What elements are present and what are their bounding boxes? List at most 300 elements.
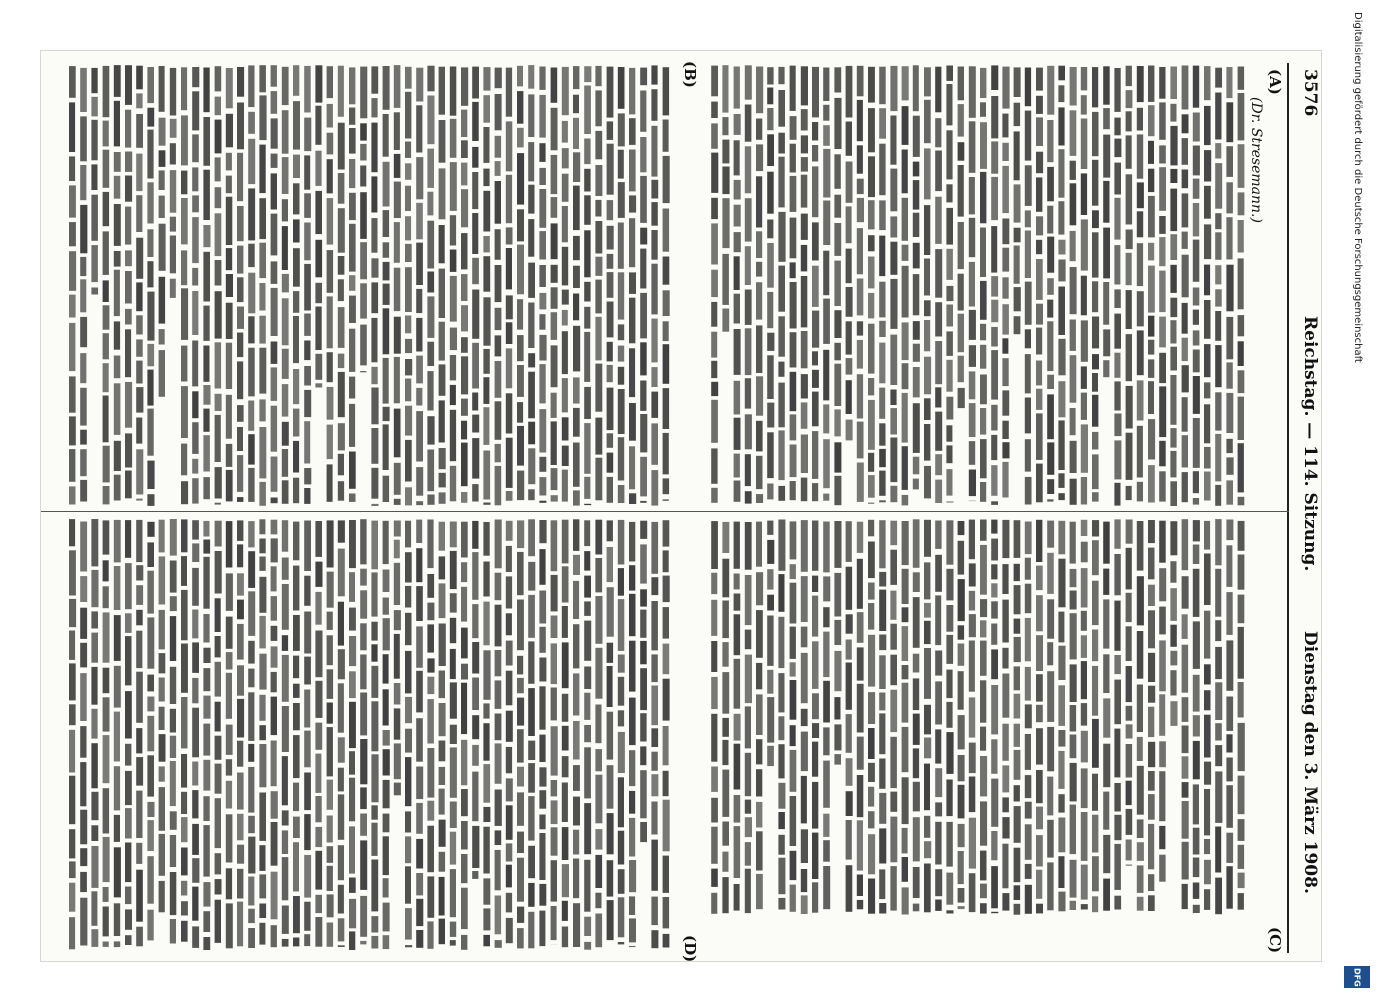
text-word bbox=[812, 145, 818, 162]
text-word bbox=[237, 405, 244, 422]
text-word bbox=[663, 607, 669, 639]
text-word bbox=[495, 181, 501, 224]
text-word bbox=[958, 104, 964, 137]
text-word bbox=[734, 140, 740, 175]
text-word bbox=[271, 697, 277, 736]
text-word bbox=[91, 825, 98, 841]
text-word bbox=[902, 828, 908, 854]
text-word bbox=[1058, 149, 1064, 198]
text-word bbox=[1204, 472, 1211, 501]
text-word bbox=[293, 316, 299, 363]
text-word bbox=[282, 584, 289, 630]
text-word bbox=[711, 641, 717, 672]
text-word bbox=[584, 551, 590, 571]
text-word bbox=[114, 356, 121, 379]
text-word bbox=[857, 900, 863, 909]
text-word bbox=[573, 903, 580, 947]
text-word bbox=[91, 68, 97, 93]
text-word bbox=[1148, 520, 1155, 543]
text-word bbox=[248, 273, 255, 314]
text-word bbox=[1126, 626, 1132, 661]
text-word bbox=[969, 873, 976, 912]
text-word bbox=[935, 118, 941, 147]
text-column-upper-right bbox=[701, 63, 1246, 508]
text-word bbox=[271, 872, 278, 920]
text-word bbox=[573, 519, 579, 551]
text-word bbox=[1014, 520, 1021, 558]
text-word bbox=[756, 231, 762, 258]
text-word bbox=[913, 403, 920, 453]
text-word bbox=[1092, 232, 1099, 277]
text-word bbox=[722, 65, 728, 112]
text-word bbox=[924, 648, 931, 699]
text-word bbox=[812, 693, 819, 719]
text-word bbox=[338, 307, 345, 348]
text-word bbox=[103, 333, 109, 359]
text-word bbox=[980, 281, 987, 320]
text-word bbox=[1114, 554, 1120, 595]
text-word bbox=[416, 548, 422, 582]
text-word bbox=[1047, 66, 1054, 115]
text-word bbox=[539, 790, 546, 809]
text-word bbox=[607, 226, 614, 250]
text-word bbox=[1126, 744, 1133, 778]
text-word bbox=[1103, 181, 1109, 223]
text-word bbox=[293, 522, 299, 561]
text-word bbox=[1148, 585, 1155, 606]
text-word bbox=[663, 156, 670, 203]
text-word bbox=[790, 627, 796, 659]
text-word bbox=[1148, 610, 1155, 648]
text-word bbox=[517, 128, 524, 148]
text-word bbox=[472, 258, 479, 284]
text-word bbox=[103, 446, 110, 483]
text-word bbox=[192, 459, 198, 474]
text-word bbox=[383, 66, 390, 110]
text-word bbox=[215, 213, 222, 256]
text-word bbox=[506, 576, 512, 608]
text-word bbox=[349, 296, 356, 323]
text-word bbox=[734, 418, 741, 450]
text-word bbox=[338, 945, 345, 947]
text-word bbox=[1036, 728, 1043, 764]
text-word bbox=[573, 673, 579, 715]
text-word bbox=[1081, 568, 1088, 607]
text-word bbox=[405, 316, 411, 334]
text-word bbox=[969, 470, 976, 497]
text-word bbox=[450, 410, 456, 461]
text-word bbox=[461, 399, 468, 416]
text-word bbox=[868, 400, 875, 450]
text-word bbox=[969, 743, 976, 774]
text-word bbox=[226, 521, 233, 567]
text-word bbox=[338, 66, 344, 117]
text-word bbox=[427, 603, 434, 621]
text-word bbox=[528, 846, 535, 878]
text-word bbox=[405, 945, 412, 947]
text-word bbox=[629, 522, 635, 562]
text-word bbox=[1238, 397, 1244, 440]
text-word bbox=[1058, 420, 1064, 470]
text-word bbox=[103, 612, 110, 662]
text-word bbox=[304, 576, 310, 606]
text-word bbox=[991, 501, 998, 505]
text-word bbox=[913, 116, 920, 157]
text-word bbox=[629, 218, 635, 267]
text-word bbox=[913, 714, 920, 745]
text-word bbox=[203, 937, 210, 950]
text-word bbox=[562, 901, 568, 921]
text-word bbox=[1058, 240, 1065, 255]
text-word bbox=[472, 772, 478, 822]
text-word bbox=[711, 223, 718, 264]
text-word bbox=[103, 735, 110, 783]
text-word bbox=[114, 847, 121, 897]
text-word bbox=[969, 403, 976, 437]
text-word bbox=[181, 67, 187, 110]
text-word bbox=[159, 277, 166, 324]
text-word bbox=[958, 625, 965, 639]
text-word bbox=[1025, 231, 1031, 279]
text-word bbox=[722, 167, 729, 195]
text-word bbox=[125, 207, 131, 245]
text-word bbox=[1159, 353, 1166, 383]
text-word bbox=[159, 118, 166, 146]
text-word bbox=[969, 818, 976, 869]
text-word bbox=[517, 365, 524, 397]
text-word bbox=[640, 668, 647, 710]
text-word bbox=[801, 66, 808, 105]
text-word bbox=[271, 741, 277, 787]
text-word bbox=[823, 866, 830, 909]
text-word bbox=[1036, 216, 1043, 235]
text-word bbox=[801, 245, 807, 272]
text-column-lower-right bbox=[701, 517, 1246, 917]
text-word bbox=[618, 485, 625, 503]
text-word bbox=[562, 726, 569, 751]
text-word bbox=[237, 600, 244, 620]
text-word bbox=[1148, 243, 1154, 261]
text-word bbox=[812, 266, 819, 307]
text-word bbox=[801, 520, 808, 572]
text-word bbox=[1238, 443, 1244, 492]
text-word bbox=[711, 361, 717, 378]
text-word bbox=[607, 477, 613, 503]
text-word bbox=[1126, 809, 1133, 835]
text-word bbox=[394, 683, 401, 705]
text-word bbox=[506, 175, 512, 223]
text-word bbox=[640, 293, 647, 339]
text-word bbox=[1036, 835, 1043, 866]
text-word bbox=[1238, 497, 1245, 506]
text-word bbox=[618, 346, 624, 362]
text-word bbox=[495, 444, 501, 462]
text-word bbox=[416, 68, 423, 102]
text-word bbox=[913, 479, 919, 490]
text-word bbox=[226, 153, 232, 171]
text-word bbox=[1215, 232, 1221, 259]
text-word bbox=[349, 778, 355, 822]
text-word bbox=[215, 764, 222, 794]
text-word bbox=[159, 66, 165, 112]
text-word bbox=[282, 810, 289, 825]
text-word bbox=[946, 635, 953, 664]
text-word bbox=[80, 872, 87, 892]
text-word bbox=[394, 708, 401, 739]
text-word bbox=[1081, 424, 1088, 472]
text-word bbox=[812, 521, 818, 571]
text-word bbox=[103, 66, 110, 117]
text-word bbox=[618, 272, 624, 319]
text-word bbox=[383, 358, 389, 404]
text-word bbox=[980, 439, 987, 478]
text-word bbox=[159, 653, 166, 673]
text-word bbox=[1058, 287, 1065, 336]
text-word bbox=[1226, 758, 1232, 782]
text-word bbox=[371, 916, 378, 932]
text-word bbox=[846, 640, 852, 660]
text-word bbox=[734, 114, 741, 135]
text-word bbox=[327, 296, 333, 348]
text-word bbox=[69, 416, 76, 445]
text-word bbox=[304, 193, 311, 218]
text-word bbox=[1226, 640, 1233, 690]
text-word bbox=[293, 101, 300, 150]
text-word bbox=[192, 926, 199, 948]
text-word bbox=[991, 831, 997, 860]
text-word bbox=[879, 590, 886, 631]
text-word bbox=[181, 386, 188, 438]
text-word bbox=[528, 519, 535, 556]
text-word bbox=[439, 671, 445, 699]
text-word bbox=[461, 421, 467, 440]
text-word bbox=[823, 439, 830, 488]
text-word bbox=[790, 445, 797, 478]
text-word bbox=[1148, 824, 1154, 869]
text-word bbox=[663, 120, 669, 152]
text-word bbox=[935, 197, 942, 244]
text-word bbox=[629, 896, 635, 915]
text-word bbox=[293, 409, 299, 437]
text-word bbox=[427, 342, 434, 366]
text-word bbox=[259, 845, 265, 871]
text-word bbox=[857, 321, 863, 335]
text-word bbox=[629, 195, 636, 212]
text-word bbox=[215, 636, 221, 657]
text-word bbox=[383, 730, 390, 746]
text-word bbox=[472, 438, 479, 479]
text-word bbox=[259, 725, 266, 740]
text-word bbox=[215, 342, 222, 388]
text-word bbox=[663, 897, 670, 928]
text-word bbox=[506, 778, 513, 801]
text-word bbox=[282, 857, 289, 900]
text-word bbox=[756, 421, 763, 452]
text-word bbox=[450, 649, 456, 679]
text-word bbox=[439, 448, 446, 469]
text-word bbox=[607, 900, 614, 940]
text-word bbox=[1036, 389, 1042, 410]
text-word bbox=[1182, 303, 1188, 334]
text-word bbox=[528, 353, 535, 367]
text-word bbox=[607, 302, 614, 338]
text-word bbox=[946, 670, 952, 699]
text-word bbox=[69, 185, 76, 217]
text-word bbox=[80, 762, 86, 806]
text-word bbox=[237, 455, 243, 492]
text-word bbox=[293, 615, 300, 651]
text-word bbox=[640, 822, 647, 842]
text-word bbox=[125, 329, 131, 377]
text-word bbox=[958, 671, 964, 710]
text-word bbox=[1238, 192, 1245, 215]
text-word bbox=[338, 683, 344, 732]
text-word bbox=[1170, 625, 1176, 647]
text-word bbox=[539, 293, 546, 310]
text-word bbox=[958, 579, 965, 621]
text-word bbox=[315, 521, 322, 557]
text-word bbox=[562, 67, 569, 115]
text-word bbox=[1170, 169, 1177, 183]
text-word bbox=[237, 902, 243, 947]
text-word bbox=[495, 850, 501, 890]
text-word bbox=[461, 67, 468, 105]
text-word bbox=[722, 877, 728, 913]
text-word bbox=[902, 66, 909, 100]
text-word bbox=[823, 149, 830, 198]
text-word bbox=[663, 257, 670, 285]
text-word bbox=[1193, 883, 1200, 899]
text-word bbox=[868, 324, 875, 374]
text-word bbox=[913, 678, 919, 710]
text-word bbox=[913, 65, 919, 111]
text-word bbox=[1238, 627, 1244, 679]
text-word bbox=[1036, 705, 1043, 722]
text-word bbox=[913, 572, 920, 592]
text-word bbox=[427, 495, 434, 505]
text-word bbox=[722, 852, 728, 872]
text-word bbox=[745, 454, 751, 486]
text-word bbox=[879, 423, 885, 445]
text-word bbox=[349, 452, 356, 489]
text-word bbox=[170, 596, 177, 611]
text-word bbox=[461, 854, 468, 883]
text-word bbox=[360, 787, 367, 809]
text-word bbox=[890, 335, 897, 385]
text-word bbox=[371, 282, 378, 313]
text-word bbox=[327, 352, 333, 382]
text-word bbox=[551, 726, 558, 775]
text-word bbox=[539, 143, 545, 162]
text-word bbox=[846, 249, 852, 284]
text-word bbox=[640, 641, 647, 664]
text-word bbox=[215, 598, 221, 632]
text-word bbox=[640, 176, 647, 223]
text-word bbox=[1182, 232, 1188, 249]
text-word bbox=[734, 454, 740, 478]
text-word bbox=[1137, 819, 1144, 838]
text-word bbox=[383, 284, 390, 305]
text-word bbox=[1215, 265, 1221, 284]
text-word bbox=[663, 726, 669, 765]
text-word bbox=[539, 735, 545, 762]
text-word bbox=[745, 655, 752, 704]
text-word bbox=[226, 274, 233, 297]
text-word bbox=[1025, 522, 1032, 555]
text-word bbox=[1014, 564, 1020, 581]
text-word bbox=[551, 345, 558, 387]
text-word bbox=[651, 686, 658, 726]
text-word bbox=[790, 662, 796, 676]
text-word bbox=[551, 575, 558, 612]
text-word bbox=[946, 208, 953, 245]
text-word bbox=[349, 826, 355, 873]
text-word bbox=[226, 197, 233, 245]
text-word bbox=[427, 826, 434, 873]
text-word bbox=[371, 622, 377, 641]
text-word bbox=[629, 818, 635, 857]
text-word bbox=[1114, 414, 1121, 437]
text-word bbox=[439, 473, 446, 488]
text-word bbox=[125, 563, 132, 609]
text-word bbox=[651, 897, 658, 926]
text-word bbox=[125, 887, 131, 905]
text-word bbox=[80, 317, 87, 347]
text-word bbox=[461, 492, 467, 503]
text-word bbox=[663, 550, 669, 572]
text-word bbox=[226, 725, 233, 755]
text-word bbox=[1014, 750, 1021, 780]
text-word bbox=[1036, 96, 1043, 114]
text-word bbox=[1002, 114, 1008, 138]
text-word bbox=[1002, 358, 1008, 386]
text-word bbox=[293, 248, 300, 287]
text-word bbox=[991, 141, 998, 173]
text-word bbox=[595, 749, 602, 771]
text-word bbox=[913, 243, 920, 269]
text-word bbox=[147, 344, 154, 366]
text-word bbox=[371, 123, 377, 173]
text-word bbox=[349, 275, 355, 291]
speaker-label: (Dr. Stresemann.) bbox=[1248, 97, 1264, 223]
text-word bbox=[439, 624, 446, 667]
text-word bbox=[846, 122, 852, 156]
text-word bbox=[192, 708, 199, 758]
text-word bbox=[450, 922, 456, 937]
text-word bbox=[1159, 826, 1165, 849]
text-word bbox=[1126, 253, 1132, 285]
text-word bbox=[969, 614, 976, 637]
text-word bbox=[607, 587, 614, 637]
text-word bbox=[69, 295, 76, 318]
text-word bbox=[1215, 434, 1221, 482]
text-word bbox=[394, 499, 401, 505]
text-word bbox=[450, 67, 457, 116]
text-word bbox=[595, 648, 602, 699]
text-word bbox=[327, 387, 334, 420]
text-word bbox=[1238, 845, 1245, 869]
text-word bbox=[259, 519, 265, 534]
text-word bbox=[439, 556, 446, 579]
text-word bbox=[722, 601, 729, 639]
text-word bbox=[1215, 485, 1221, 506]
text-word bbox=[495, 573, 502, 601]
text-word bbox=[226, 395, 232, 439]
text-word bbox=[1159, 145, 1166, 163]
text-word bbox=[192, 341, 198, 387]
text-word bbox=[1092, 67, 1098, 107]
text-word bbox=[958, 222, 964, 269]
